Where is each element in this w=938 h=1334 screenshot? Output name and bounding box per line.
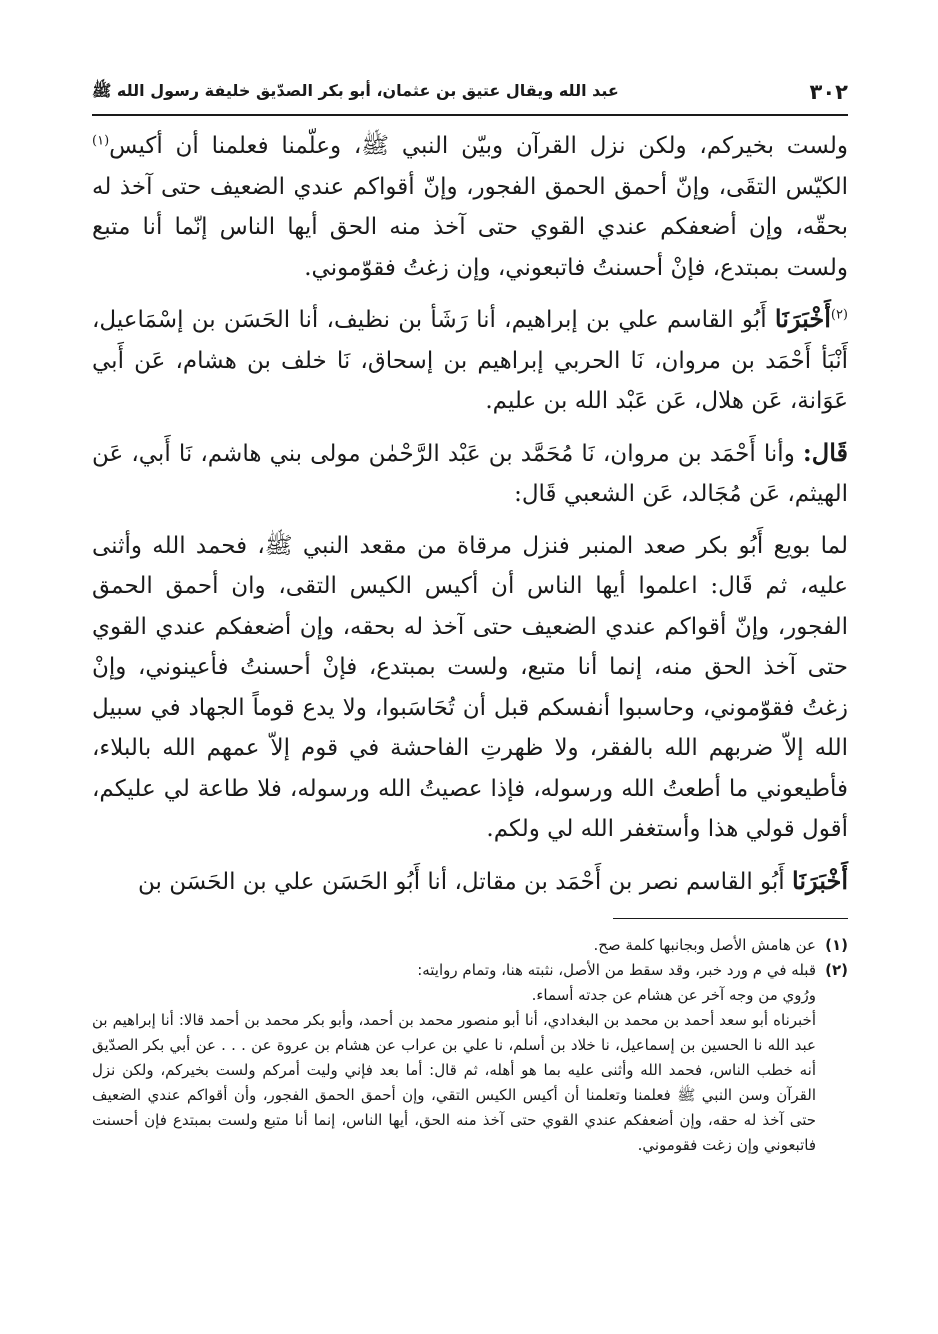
- book-page: [92, 70, 848, 1320]
- paragraph-text: الكيّس التقَى، وإنّ أحمق الحمق الفجور، وإنّ أقواكم عندي الضعيف حتى آخذ له بحقّه، وإن أضعفكم عندي القوي حتى آخذ منه الحق أيها الناس إنّما أنا متبع ولست بمبتدع، فإنْ أحسنتُ فاتبعوني، وإن زغتُ فقوّموني.: [92, 173, 848, 281]
- page-header: [92, 70, 848, 116]
- footnote-body: [92, 958, 816, 1158]
- footnote-number: (٢): [825, 961, 848, 979]
- paragraph: [92, 299, 848, 422]
- paragraph-text: أَبُو القاسم علي بن إبراهيم، أنا رَشَأ بن نظيف، أنا الحَسَن بن إسْمَاعيل، أَنْبَأ أَحْمَد بن مروان، نَا الحربي إبراهيم بن إسحاق، نَا خلف بن هشام، عَن أَبي عَوَانة، عَن هلال، عَن عَبْد الله بن عليم.: [92, 307, 848, 414]
- main-text: [92, 126, 848, 902]
- paragraph: [92, 861, 848, 903]
- footnote-ref: (٢): [830, 307, 848, 323]
- page-number: ٣٠٢: [809, 80, 848, 104]
- paragraph: [92, 526, 848, 850]
- footnote: [92, 958, 848, 1158]
- footnote-line: قبله في م ورد خبر، وقد سقط من الأصل، نثبته هنا، وتمام روايته:: [417, 961, 816, 979]
- paragraph: [92, 126, 848, 288]
- footnote: [92, 933, 848, 958]
- footnote-line: عن هامش الأصل وبجانبها كلمة صح.: [593, 936, 816, 954]
- paragraph: [92, 433, 848, 515]
- running-title: عبد الله ويقال عتيق بن عثمان، أبو بكر الصدّيق خليفة رسول الله ﷺ: [92, 80, 619, 100]
- paragraph-lead: أَخْبَرَنَا: [774, 304, 831, 333]
- paragraph-text: وأنا أَحْمَد بن مروان، نَا مُحَمَّد بن عَبْد الرَّحْمٰن مولى بني هاشم، نَا أَبي، عَن الهيثم، عَن مُجَالد، عَن الشعبي قَال:: [92, 440, 848, 507]
- footnote-number: (١): [825, 936, 848, 954]
- footnote-divider: [613, 918, 848, 919]
- footnotes: [92, 933, 848, 1158]
- paragraph-text: أَبُو القاسم نصر بن أَحْمَد بن مقاتل، أنا أَبُو الحَسَن علي بن الحَسَن بن: [137, 868, 793, 895]
- paragraph-lead: قَال:: [802, 437, 848, 467]
- paragraph-text: ولست بخيركم، ولكن نزل القرآن وبيّن النبي ﷺ، وعلّمنا فعلمنا أن أكيس: [109, 133, 848, 159]
- paragraph-lead: أَخْبَرَنَا: [792, 865, 848, 895]
- footnote-line: ورُوي من وجه آخر عن هشام عن جدته أسماء.: [531, 986, 816, 1004]
- footnote-body: [92, 933, 816, 958]
- paragraph-text: لما بويع أَبُو بكر صعد المنبر فنزل مرقاة من مقعد النبي ﷺ، فحمد الله وأثنى عليه، ثم قَال: اعلموا أيها الناس أن أكيس الكيس التقى، وان أحمق الحمق الفجور، وإنّ أقواكم عندي الضعيف حتى آخذ له بحقه، وإن أضعفكم عندي القوي حتى آخذ الحق منه، إنما أنا متبع، ولست بمبتدع، فإنْ أحسنتُ فأعينوني، وإنْ زغتُ فقوّموني، وحاسبوا أنفسكم قبل أن تُحَاسَبوا، ولا يدع قوماً الجهاد في سبيل الله إلاّ ضربهم الله بالفقر، ولا ظهرتِ الفاحشة في قوم إلاّ عمهم الله بالبلاء، فأطيعوني ما أطعتُ الله ورسوله، فإذا عصيتُ الله ورسوله، فلا طاعة لي عليكم، أقول قولي هذا وأستغفر الله لي ولكم.: [92, 532, 848, 842]
- footnote-ref: (١): [92, 133, 110, 149]
- footnote-line: أخبرناه أبو سعد أحمد بن محمد بن البغدادي، أنا أبو منصور محمد بن أحمد، وأبو بكر محمد بن أحمد قالا: أنا إبراهيم بن عبد الله نا الحسين بن إسماعيل، نا خلاد بن أسلم، نا علي بن عراب عن هشام بن عروة عن . . . عن أبي بكر الصدّيق أنه خطب الناس، فحمد الله وأثنى عليه بما هو أهله، ثم قال: أما بعد فإني وليت أمركم ولست بخيركم، ولكن نزل القرآن وسن النبي ﷺ فعلمنا وتعلمنا أن أكيس الكيس التقي، وإن أحمق الحمق الفجور، وأن أقواكم عندي الضعيف حتى آخذ له حقه، وإن أضعفكم عندي القوي حتى آخذ منه الحق، أيها الناس، إنما أنا متبع ولست بمبتدع فإن أحسنت فاتبعوني وإن زغت فقوموني.: [92, 1011, 816, 1154]
